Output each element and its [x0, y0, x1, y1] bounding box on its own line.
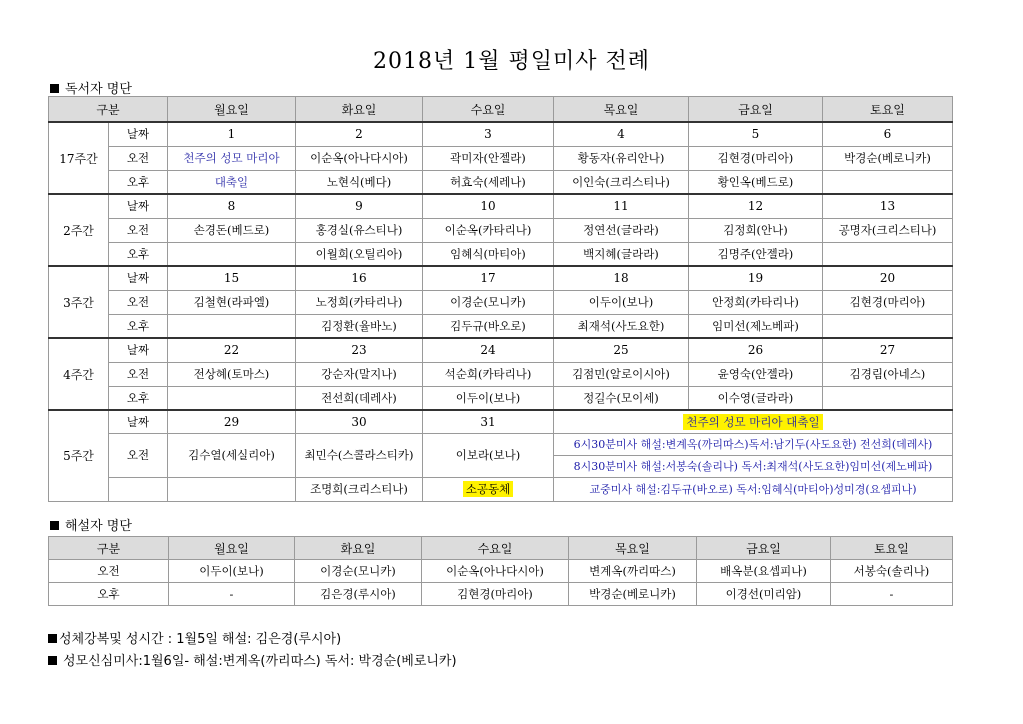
reader-cell: 대축일 [168, 170, 296, 194]
row-label-am: 오전 [109, 218, 168, 242]
reader-cell: 박경순(베로니카) [823, 146, 953, 170]
date-cell: 12 [689, 194, 823, 218]
date-cell: 11 [554, 194, 689, 218]
reader-cell: 전상혜(토마스) [168, 362, 296, 386]
week3-pm-row [49, 314, 953, 338]
commentator-cell: - [169, 583, 295, 606]
header-thursday: 목요일 [569, 537, 697, 560]
reader-cell [823, 242, 953, 266]
row-label-am: 오전 [49, 560, 169, 583]
commentator-cell: 김현경(마리아) [422, 583, 569, 606]
date-cell: 31 [423, 410, 554, 433]
reader-cell: 이순옥(카타리나) [423, 218, 554, 242]
header-thursday: 목요일 [554, 97, 689, 123]
note-benediction: 성체강복및 성시간 : 1월5일 해설: 김은경(루시아) [48, 628, 341, 647]
reader-cell: 임미선(제노베파) [689, 314, 823, 338]
week1-pm-row [49, 170, 953, 194]
week2-pm-row [49, 242, 953, 266]
reader-cell: 소공동체 [423, 477, 554, 501]
reader-cell: 김현경(마리아) [823, 290, 953, 314]
week5-date-row [49, 410, 953, 433]
reader-cell: 김정희(안나) [689, 218, 823, 242]
reader-cell [168, 477, 296, 501]
reader-cell: 손경돈(베드로) [168, 218, 296, 242]
reader-cell: 이수영(글라라) [689, 386, 823, 410]
row-label-am: 오전 [109, 433, 168, 477]
reader-cell [168, 242, 296, 266]
holiday-memo-line: 교중미사 해설:김두규(바오로) 독서:임혜식(마티아)성미경(요셉피나) [554, 477, 953, 501]
square-bullet-icon [48, 634, 57, 643]
row-label-pm: 오후 [109, 386, 168, 410]
header-monday: 월요일 [169, 537, 295, 560]
reader-cell: 김점민(알로이시아) [554, 362, 689, 386]
row-label-am: 오전 [109, 146, 168, 170]
row-label-date: 날짜 [109, 410, 168, 433]
date-cell: 19 [689, 266, 823, 290]
reader-cell: 석순희(카타리나) [423, 362, 554, 386]
reader-cell: 이보라(보나) [423, 433, 554, 477]
commentator-cell: 이경선(미리암) [697, 583, 831, 606]
row-label-pm [109, 477, 168, 501]
date-cell: 24 [423, 338, 554, 362]
reader-cell: 윤영숙(안젤라) [689, 362, 823, 386]
header-category: 구분 [49, 537, 169, 560]
week2-date-row [49, 194, 953, 218]
date-cell: 6 [823, 122, 953, 146]
reader-cell: 공명자(크리스티나) [823, 218, 953, 242]
reader-cell: 전선희(데레사) [296, 386, 423, 410]
reader-cell [168, 386, 296, 410]
row-label-pm: 오후 [109, 242, 168, 266]
commentator-cell: 김은경(루시아) [295, 583, 422, 606]
week5-pm-row [49, 477, 953, 501]
reader-cell: 이경순(모니카) [423, 290, 554, 314]
row-label-pm: 오후 [109, 170, 168, 194]
row-label-am: 오전 [109, 290, 168, 314]
date-cell: 20 [823, 266, 953, 290]
header-friday: 금요일 [689, 97, 823, 123]
header-category: 구분 [49, 97, 168, 123]
header-monday: 월요일 [168, 97, 296, 123]
commentator-section-heading: 해설자 명단 [50, 515, 132, 534]
reader-cell: 이순옥(아나다시아) [296, 146, 423, 170]
square-bullet-icon [50, 84, 59, 93]
week5-am-row-a [49, 433, 953, 455]
reader-cell: 노현식(베다) [296, 170, 423, 194]
header-saturday: 토요일 [831, 537, 953, 560]
week-label: 4주간 [49, 338, 109, 410]
week4-date-row [49, 338, 953, 362]
commentator-pm-row [49, 583, 953, 606]
reader-schedule-table [48, 96, 953, 502]
date-cell: 22 [168, 338, 296, 362]
reader-cell: 이두이(보나) [423, 386, 554, 410]
row-label-date: 날짜 [109, 266, 168, 290]
commentator-cell: 이순옥(아나다시아) [422, 560, 569, 583]
week-label: 2주간 [49, 194, 109, 266]
commentator-cell: 서봉숙(솔리나) [831, 560, 953, 583]
commentator-cell: 변계옥(까리따스) [569, 560, 697, 583]
reader-cell: 김현경(마리아) [689, 146, 823, 170]
reader-cell: 이두이(보나) [554, 290, 689, 314]
week4-pm-row [49, 386, 953, 410]
reader-cell: 김명주(안젤라) [689, 242, 823, 266]
commentator-cell: 이두이(보나) [169, 560, 295, 583]
reader-cell: 임혜식(마티아) [423, 242, 554, 266]
header-friday: 금요일 [697, 537, 831, 560]
date-cell: 8 [168, 194, 296, 218]
week2-am-row [49, 218, 953, 242]
week1-am-row [49, 146, 953, 170]
reader-cell: 황동자(유리안나) [554, 146, 689, 170]
reader-cell: 조명희(크리스티나) [296, 477, 423, 501]
date-cell: 4 [554, 122, 689, 146]
date-cell: 3 [423, 122, 554, 146]
date-cell: 27 [823, 338, 953, 362]
date-cell: 30 [296, 410, 423, 433]
reader-cell: 최민수(스콜라스티카) [296, 433, 423, 477]
date-cell: 13 [823, 194, 953, 218]
commentator-cell: 이경순(모니카) [295, 560, 422, 583]
reader-cell: 최재석(사도요한) [554, 314, 689, 338]
date-cell: 16 [296, 266, 423, 290]
reader-cell [823, 386, 953, 410]
date-cell: 23 [296, 338, 423, 362]
header-tuesday: 화요일 [295, 537, 422, 560]
reader-cell: 허효숙(세레나) [423, 170, 554, 194]
reader-cell: 이월희(오틸리아) [296, 242, 423, 266]
reader-cell: 황인옥(베드로) [689, 170, 823, 194]
row-label-date: 날짜 [109, 122, 168, 146]
row-label-pm: 오후 [109, 314, 168, 338]
holiday-memo-line: 8시30분미사 해설:서봉숙(솔리나) 독서:최재석(사도요한)임미선(제노베파) [554, 455, 953, 477]
date-cell: 1 [168, 122, 296, 146]
week1-date-row [49, 122, 953, 146]
row-label-am: 오전 [109, 362, 168, 386]
reader-cell: 곽미자(안젤라) [423, 146, 554, 170]
reader-cell: 정길수(모이세) [554, 386, 689, 410]
row-label-date: 날짜 [109, 194, 168, 218]
reader-cell: 천주의 성모 마리아 [168, 146, 296, 170]
date-cell: 26 [689, 338, 823, 362]
week-label: 17주간 [49, 122, 109, 194]
reader-cell: 김철현(라파엘) [168, 290, 296, 314]
header-saturday: 토요일 [823, 97, 953, 123]
header-wednesday: 수요일 [423, 97, 554, 123]
row-label-pm: 오후 [49, 583, 169, 606]
header-tuesday: 화요일 [296, 97, 423, 123]
reader-cell: 김두규(바오로) [423, 314, 554, 338]
holiday-memo-line: 6시30분미사 해설:변계옥(까리따스)독서:남기두(사도요한) 전선희(데레사) [554, 433, 953, 455]
square-bullet-icon [48, 656, 57, 665]
date-cell: 10 [423, 194, 554, 218]
week-label: 3주간 [49, 266, 109, 338]
reader-cell [823, 314, 953, 338]
commentator-schedule-table [48, 536, 953, 606]
reader-cell: 김경림(아네스) [823, 362, 953, 386]
commentator-am-row [49, 560, 953, 583]
date-cell: 5 [689, 122, 823, 146]
week3-date-row [49, 266, 953, 290]
square-bullet-icon [50, 521, 59, 530]
reader-cell [168, 314, 296, 338]
reader-cell: 백지혜(글라라) [554, 242, 689, 266]
reader-section-heading: 독서자 명단 [50, 78, 132, 97]
week-label: 5주간 [49, 410, 109, 501]
date-cell: 15 [168, 266, 296, 290]
week4-am-row [49, 362, 953, 386]
reader-cell: 노정희(카타리나) [296, 290, 423, 314]
header-wednesday: 수요일 [422, 537, 569, 560]
reader-cell: 홍경실(유스티나) [296, 218, 423, 242]
date-cell: 25 [554, 338, 689, 362]
date-cell: 9 [296, 194, 423, 218]
reader-cell: 안정희(카타리나) [689, 290, 823, 314]
week3-am-row [49, 290, 953, 314]
date-cell: 17 [423, 266, 554, 290]
note-marian-mass: 성모신심미사:1월6일- 해설:변계옥(까리따스) 독서: 박경순(베로니카) [48, 650, 457, 669]
date-cell: 2 [296, 122, 423, 146]
reader-cell: 정연선(글라라) [554, 218, 689, 242]
commentator-cell: 배옥분(요셉피나) [697, 560, 831, 583]
reader-cell: 김정환(율바노) [296, 314, 423, 338]
reader-cell: 김수열(세실리아) [168, 433, 296, 477]
reader-cell: 강순자(말지나) [296, 362, 423, 386]
date-cell: 18 [554, 266, 689, 290]
reader-cell [823, 170, 953, 194]
page-title: 2018년 1월 평일미사 전례 [373, 49, 650, 74]
date-cell: 29 [168, 410, 296, 433]
commentator-cell: - [831, 583, 953, 606]
reader-cell: 이인숙(크리스티나) [554, 170, 689, 194]
holiday-memo-title: 천주의 성모 마리아 대축일 [554, 410, 953, 433]
commentator-cell: 박경순(베로니카) [569, 583, 697, 606]
row-label-date: 날짜 [109, 338, 168, 362]
